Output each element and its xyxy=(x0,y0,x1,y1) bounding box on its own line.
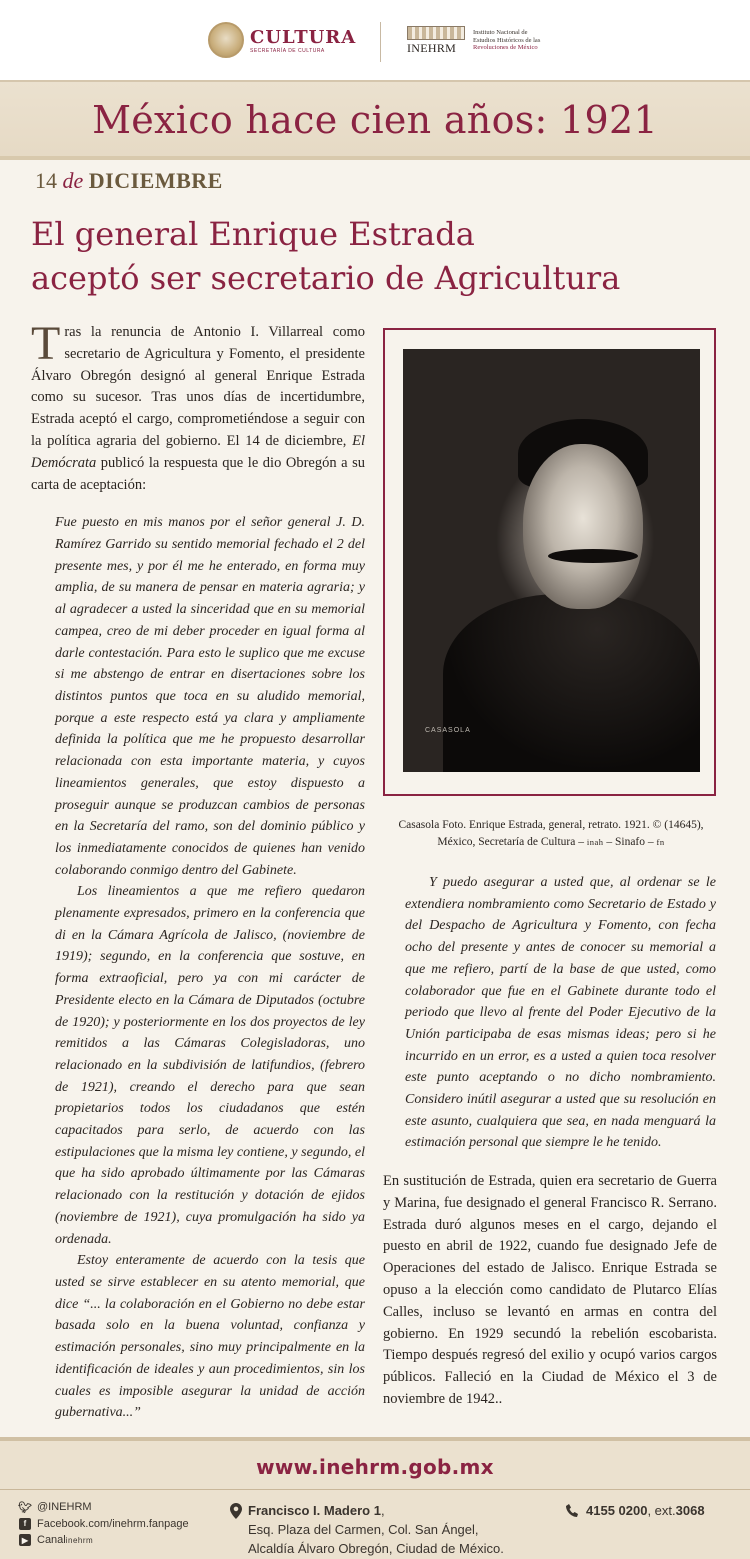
inehrm-logo[interactable] xyxy=(407,26,613,56)
date-day: 14 xyxy=(35,168,57,193)
quote-paragraph: Y puedo asegurar a usted que, al ordenar se le extendiera nombramiento como Secretario de Estado y del Despacho de Agricultura y Fomento, con fecha ocho del presente y antes de conocer su memorial a que me refiero, partí de la base de que usted, como colaborador que fue en el Gabinete durante todo el periodo que llevo al frente del Poder Ejecutivo de la Unión participaba de esas mismas ideas; pero si he incurrido en un error, es a usted a quien toca resolver este punto aceptando o no dicho nombramiento. Considero inútil asegurar a usted que su resolución en este asunto, cualquiera que sea, en nada menguará la estimación personal que siempre le he tenido. xyxy=(405,875,716,1151)
closing-paragraph: En sustitución de Estrada, quien era secretario de Guerra y Marina, fue designado el general Francisco R. Serrano. Estrada duró algunos meses en el cargo, dejando el puesto en abril de 1922, cuando fue designado Jefe de Operaciones del estado de Jalisco. Enrique Estrada se opuso a la elección como candidato de Plutarco Elías Calles, incluso se levantó en armas en contra del gobierno. En 1929 secundó la rebelión escobarista. Tiempo después regresó del exilio y ocupó varios cargos públicos. Falleció en la Ciudad de México el 3 de noviembre de 1942.. xyxy=(383,1173,717,1407)
cultura-logo[interactable] xyxy=(208,22,356,58)
footer xyxy=(0,1437,750,1559)
quote-paragraph: Estoy enteramente de acuerdo con la tesis que usted se sirve establecer en su atento memorial, que dice “... la colaboración en el Gobierno no debe estar basada solo en la buena voluntad, confianza y estimación personales, sino muy principalmente en la identificación de ideales y aun procedimientos, sin los cuales es imposible asegurar la unidad de acción gubernativa...” xyxy=(55,1253,365,1421)
left-column xyxy=(31,317,365,1424)
inehrm-full-name: Instituto Nacional de Estudios Históricos de las Revoluciones de México xyxy=(473,29,541,51)
date-month: DICIEMBRE xyxy=(88,168,223,193)
newspaper-name: El Demócrata xyxy=(31,432,365,471)
quote-paragraph: Fue puesto en mis manos por el señor general J. D. Ramírez Garrido su sentido memorial fechado el 2 del presente mes, y por él me he enterado, en forma muy amplia, de su manera de pensar en materia agraria; y al agradecer a usted la sinceridad que en su memorial campea, creo de mi deber proceder en igual forma al darle contestación. Para esto le suplico que me excuse si me abstengo de entrar en disertaciones sobre los distintos puntos que toca en su aludido memorial, porque a este respecto está ya clara y ampliamente definida la política que me he propuesto desarrollar relacionada con esta importante materia, y cuyos lineamientos generales, que estoy dispuesto a proseguir aunque se produzcan cambios de personas en la Secretaría del ramo, son del dominio público y los inmediatamente conocidos de quienes han venido colaborando conmigo dentro del Gabinete. xyxy=(55,515,365,878)
phone-icon xyxy=(566,1504,578,1518)
quote-block xyxy=(55,512,365,1424)
youtube-link[interactable]: ▶ Canal inehrm xyxy=(19,1532,189,1548)
twitter-link[interactable]: 🐦︎ @INEHRM xyxy=(18,1501,92,1514)
article-date xyxy=(35,168,223,194)
social-links xyxy=(19,1499,189,1549)
youtube-icon: ▶ xyxy=(19,1534,31,1546)
header-bar xyxy=(0,0,750,80)
phone-contact[interactable]: 4155 0200 , ext. 3068 xyxy=(566,1503,705,1518)
building-icon xyxy=(407,26,465,40)
logo-divider xyxy=(380,22,381,62)
national-seal-icon xyxy=(208,22,244,58)
date-de: de xyxy=(62,168,84,193)
article-headline: El general Enrique Estrada aceptó ser secretario de Agricultura xyxy=(31,215,621,297)
cultura-title: CULTURA xyxy=(250,26,357,48)
drop-cap: T xyxy=(31,317,61,370)
footer-divider xyxy=(0,1489,750,1490)
title-banner xyxy=(0,80,750,160)
location-pin-icon xyxy=(230,1503,242,1519)
address-line: Alcaldía Álvaro Obregón, Ciudad de México. xyxy=(248,1541,504,1556)
address: Francisco I. Madero 1, Esq. Plaza del Carmen, Col. San Ángel, Alcaldía Álvaro Obregón, Ciudad de México. xyxy=(248,1501,504,1558)
photo-stamp: CASASOLA xyxy=(425,727,471,734)
facebook-link[interactable]: f Facebook.com/inehrm.fanpage xyxy=(19,1516,189,1532)
page-title: México hace cien años: 1921 xyxy=(92,98,658,142)
address-line: Esq. Plaza del Carmen, Col. San Ángel, xyxy=(248,1522,479,1537)
quote-paragraph: Los lineamientos a que me refiero quedaron plenamente expresados, primero en la conferencia que di en la Cámara Agrícola de Jalisco, (noviembre de 1919); segundo, en la conferencia que sostuve, en forma extraoficial, pero ya con mi carácter de Presidente electo en la Cámara de Diputados (octubre de 1920); y posteriormente en los dos proyectos de ley remitidos a las Cámaras Colegisladoras, uno relacionado en la subdivisión de latifundios, (febrero de 1921), creando el derecho para que sean propietarios todos los ciudadanos que estén capacitados para serlo, de acuerdo con las estipulaciones que la misma ley contiene, y segundo, el que ha sido aprobado últimamente por las Cámaras relacionado con la restitución y dotación de ejidos (noviembre de 1921), cuya promulgación ha sido ya ordenada. xyxy=(55,884,365,1247)
address-street: Francisco I. Madero 1 xyxy=(248,1503,381,1518)
intro-paragraph: Tras la renuncia de Antonio I. Villarreal como secretario de Agricultura y Fomento, el presidente Álvaro Obregón designó al general Enrique Estrada como su sucesor. Tras unos días de incertidumbre, Estrada aceptó el cargo, comprometiéndose a seguir con la política agraria del gobierno. El 14 de diciembre, El Demócrata publicó la respuesta que le dio Obregón a su carta de aceptación: xyxy=(31,317,365,493)
inehrm-acronym: INEHRM xyxy=(407,41,457,55)
facebook-icon: f xyxy=(19,1518,31,1530)
photo-caption: Casasola Foto. Enrique Estrada, general, retrato. 1921. © (14645), México, Secretaría de Cultura – inah – Sinafo – fn xyxy=(398,819,704,848)
twitter-icon: 🐦︎ xyxy=(18,1501,32,1514)
website-link[interactable]: www.inehrm.gob.mx xyxy=(256,1455,494,1479)
portrait-photo xyxy=(403,349,700,772)
cultura-subtitle: SECRETARÍA DE CULTURA xyxy=(250,47,325,54)
photo-frame xyxy=(383,328,716,796)
